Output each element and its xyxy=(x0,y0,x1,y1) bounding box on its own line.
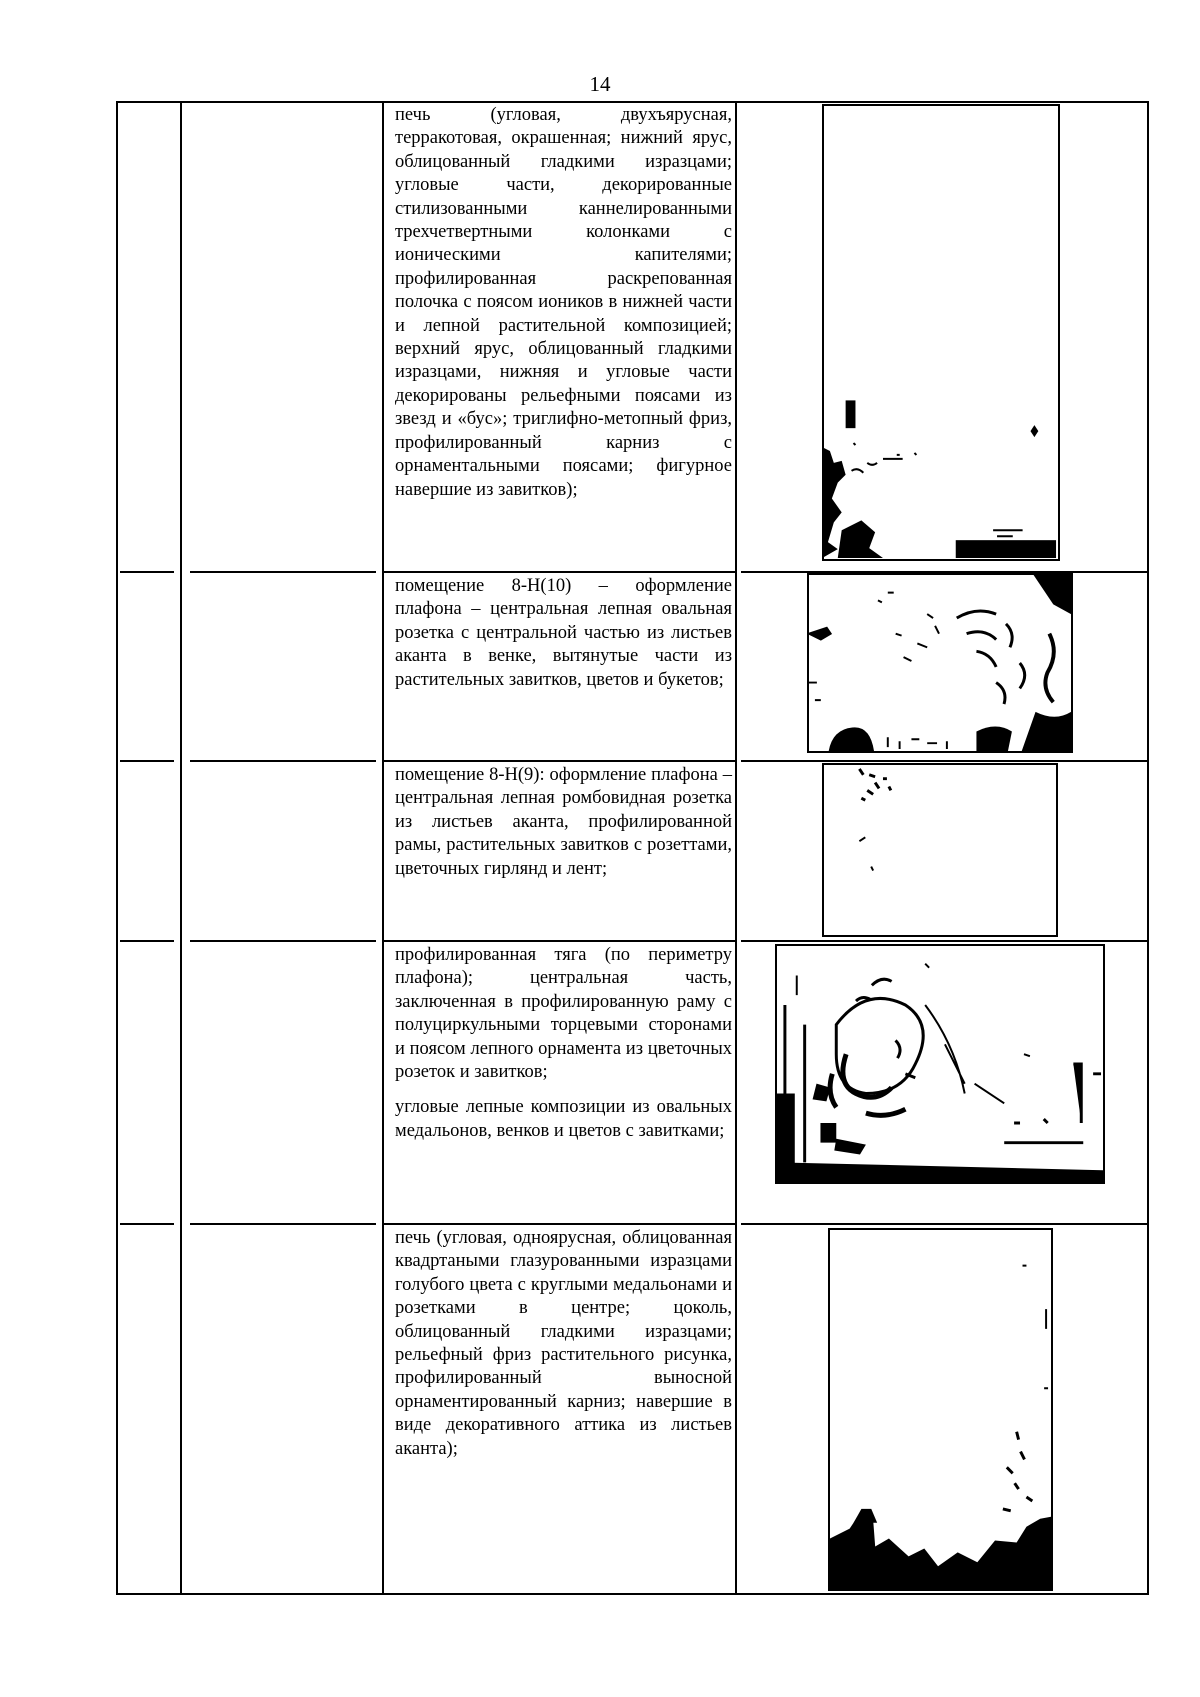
description-text: печь (угловая, одноярусная, облицованная квадртаными глазурованными изразцами голубого цвета с круглыми медальонами и розетками в центре; цоколь, облицованный гладкими изразцами; рельефный фриз растительного рисунка, профилированный выносной орнаментированный карниз; навершие в виде декоративного аттика из листьев аканта); xyxy=(395,1228,732,1459)
description-text: помещение 8-Н(10) – оформление плафона – центральная лепная овальная розетка с центральной частью из листьев аканта в венке, вытянутые части из растительных завитков, цветов и букетов; xyxy=(395,576,732,690)
description-text: помещение 8-Н(9): оформление плафона – центральная лепная ромбовидная розетка из листьев аканта, профилированной рамы, растительных завитков с розеттами, цветочных гирлянд и лент; xyxy=(395,765,732,879)
description-cell xyxy=(395,104,732,502)
description-text: профилированная тяга (по периметру плафона); центральная часть, заключенная в профилированную раму с полуциркульными торцевыми сторонами и поясом лепного орнамента из цветочных розеток и завитков; xyxy=(395,945,732,1083)
stove-tall-photo xyxy=(822,104,1060,561)
description-cell xyxy=(395,1227,732,1461)
page-number: 14 xyxy=(589,72,611,96)
column-divider xyxy=(382,101,384,1595)
column-divider xyxy=(180,101,182,1595)
oval-rosette-photo xyxy=(807,573,1073,753)
description-cell xyxy=(395,944,732,1143)
description-cell xyxy=(395,575,732,692)
rhomb-rosette-photo xyxy=(822,763,1058,937)
description-cell xyxy=(395,764,732,881)
column-divider xyxy=(735,101,737,1595)
description-text: угловые лепные композиции из овальных медальонов, венков и цветов с завитками; xyxy=(395,1097,732,1141)
ceiling-corner-photo xyxy=(775,944,1105,1184)
description-text: печь (угловая, двухъярусная, терракотовая, окрашенная; нижний ярус, облицованный гладкими изразцами; угловые части, декорированные стилизованными каннелированными трехчетвертными колонками с ионическими капителями; профилированная раскрепованная полочка с поясом иоников в нижней части и лепной растительной композицией; верхний ярус, облицованный гладкими изразцами, нижняя и угловые части декорированы рельефными поясами из звезд и «бус»; триглифно-метопный фриз, профилированный карниз с орнаментальными поясами; фигурное навершие из завитков); xyxy=(395,105,732,500)
stove-blue-photo xyxy=(828,1228,1053,1591)
